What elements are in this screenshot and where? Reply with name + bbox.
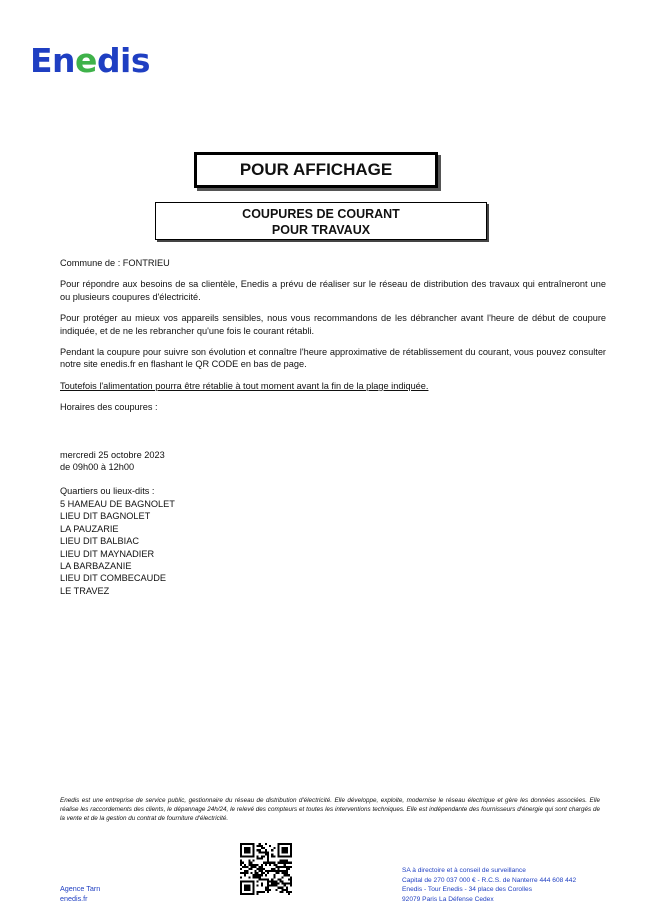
location-item: LIEU DIT BALBIAC [60,536,139,547]
company-description: Enedis est une entreprise de service public, gestionnaire du réseau de distribution d'électricité. Elle développe, exploite, modernise le réseau électrique et gère les données associées. Elle réalise les raccordements des clients, le dépannage 24h/24, le relevé des compteurs et toutes les interventions techniques. Elle est indépendante des fournisseurs d'énergie qui sont chargés de la vente et de la gestion du contrat de fourniture d'électricité. [60,797,600,822]
outage-date: mercredi 25 octobre 2023 [60,449,165,460]
schedule-block [60,449,606,474]
location-item: 5 HAMEAU DE BAGNOLET [60,498,175,509]
agency-name: Agence Tarn [60,884,101,893]
paragraph-protection: Pour protéger au mieux vos appareils sensibles, nous vous recommandons de les débrancher avant l'heure de début de coupure indiquée, et de ne les rebrancher qu'une fois le courant rétabli. [60,313,606,336]
legal-line: SA à directoire et à conseil de surveillance [402,867,526,874]
location-item: LA PAUZARIE [60,523,119,534]
paragraph-tracking: Pendant la coupure pour suivre son évolution et connaître l'heure approximative de rétablissement du courant, vous pouvez consulter notre site enedis.fr en flashant le QR CODE en bas de page. [60,347,606,370]
legal-line: Enedis - Tour Enedis - 34 place des Corolles [402,886,532,894]
commune-line: Commune de : FONTRIEU [60,258,170,268]
agency-info [60,884,100,904]
qr-code[interactable] [240,843,292,895]
notice-title-box [155,202,487,240]
notice-body [60,257,606,609]
notice-title-line2: POUR TRAVAUX [271,223,371,237]
notice-title-line1: COUPURES DE COURANT [242,207,400,221]
pour-affichage-title: POUR AFFICHAGE [194,152,438,188]
locations-block [60,485,606,597]
enedis-logo: Enedis [30,41,151,80]
paragraph-intro: Pour répondre aux besoins de sa clientèle, Enedis a prévu de réaliser sur le réseau de distribution des travaux qui entraîneront une ou plusieurs coupures d'électricité. [60,279,606,302]
outage-time-range: de 09h00 à 12h00 [60,462,135,473]
location-item: LIEU DIT MAYNADIER [60,548,155,559]
location-item: LIEU DIT BAGNOLET [60,511,151,522]
header-gradient-line [172,70,652,74]
quartiers-label: Quartiers ou lieux-dits : [60,486,155,497]
horaires-label: Horaires des coupures : [60,402,158,413]
restoration-notice: Toutefois l'alimentation pourra être rétablie à tout moment avant la fin de la plage indiquée. [60,380,429,391]
location-item: LE TRAVEZ [60,585,110,596]
location-item: LIEU DIT COMBECAUDE [60,573,167,584]
legal-line: Capital de 270 037 000 € - R.C.S. de Nanterre 444 608 442 [402,876,577,884]
agency-site-link[interactable]: enedis.fr [60,894,88,903]
legal-line: 92079 Paris La Défense Cedex [402,895,494,903]
location-item: LA BARBAZANIE [60,560,132,571]
legal-info [402,866,576,904]
